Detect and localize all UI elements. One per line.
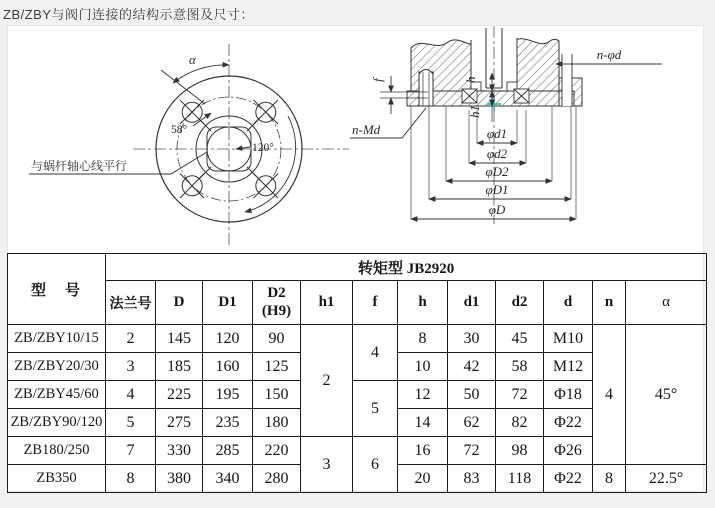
cell-d: Φ18 <box>544 381 593 409</box>
page-title: ZB/ZBY与阀门连接的结构示意图及尺寸： <box>3 7 255 22</box>
thrust-bearing-left <box>462 89 477 103</box>
threaded-holes-label: n-Md <box>352 122 381 137</box>
thrust-bearing-right <box>514 89 529 103</box>
header-D2-H9 <box>253 281 301 325</box>
cell-D: 330 <box>156 437 203 465</box>
cell-d: M12 <box>544 353 593 381</box>
cell-d: Φ22 <box>544 465 593 493</box>
cell-model: ZB180/250 <box>8 437 106 465</box>
cell-d2: 58 <box>496 353 544 381</box>
cell-d1: 83 <box>448 465 496 493</box>
cell-D: 380 <box>156 465 203 493</box>
cell-D2: 180 <box>253 409 301 437</box>
cell-d2: 98 <box>496 437 544 465</box>
cell-d1: 62 <box>448 409 496 437</box>
bolt-hole-bore <box>562 68 572 106</box>
dim-D2-label: φD2 <box>485 164 509 179</box>
header-f: f <box>353 281 398 325</box>
header-h: h <box>398 281 448 325</box>
cell-h1-merged: 2 <box>301 325 353 437</box>
cell-D1: 340 <box>203 465 253 493</box>
cell-d1: 30 <box>448 325 496 353</box>
bolt-holes-label: n-φd <box>596 47 622 62</box>
header-h1: h1 <box>301 281 353 325</box>
cell-D: 275 <box>156 409 203 437</box>
cell-d: Φ26 <box>544 437 593 465</box>
angle-120-label: 120° <box>252 142 274 154</box>
cell-flange: 8 <box>106 465 156 493</box>
cell-f-merged: 6 <box>353 437 398 493</box>
cell-h: 12 <box>398 381 448 409</box>
cell-flange: 5 <box>106 409 156 437</box>
cell-D2: 90 <box>253 325 301 353</box>
worm-axis-note: 与蜗杆轴心线平行 <box>31 159 128 173</box>
cell-d2: 82 <box>496 409 544 437</box>
cell-D2: 150 <box>253 381 301 409</box>
angle-120-arc <box>245 116 296 212</box>
header-d1: d1 <box>448 281 496 325</box>
alpha-label: α <box>189 52 196 67</box>
cell-D1: 285 <box>203 437 253 465</box>
dim-d2-label: φd2 <box>486 146 508 161</box>
cell-flange: 3 <box>106 353 156 381</box>
alpha-arc <box>173 65 229 83</box>
cell-h: 14 <box>398 409 448 437</box>
angle-58-label: 58° <box>171 124 188 136</box>
cell-model: ZB/ZBY10/15 <box>8 325 106 353</box>
table-row <box>8 325 707 353</box>
header-D2-line1: D2 <box>267 285 286 302</box>
cell-h: 20 <box>398 465 448 493</box>
cell-model: ZB350 <box>8 465 106 493</box>
cell-d2: 45 <box>496 325 544 353</box>
cell-D: 185 <box>156 353 203 381</box>
cell-flange: 4 <box>106 381 156 409</box>
cell-d: M10 <box>544 325 593 353</box>
cell-alpha: 22.5° <box>626 465 707 493</box>
header-D: D <box>156 281 203 325</box>
cell-model: ZB/ZBY45/60 <box>8 381 106 409</box>
cell-f-merged: 4 <box>353 325 398 381</box>
cell-D1: 195 <box>203 381 253 409</box>
header-n: n <box>593 281 626 325</box>
cell-d2: 118 <box>496 465 544 493</box>
cell-h1-merged: 3 <box>301 437 353 493</box>
cell-f-merged: 5 <box>353 381 398 437</box>
cell-d1: 42 <box>448 353 496 381</box>
flange-front-view-drawing <box>21 34 351 249</box>
cell-D2: 125 <box>253 353 301 381</box>
cell-flange: 2 <box>106 325 156 353</box>
cell-D1: 160 <box>203 353 253 381</box>
cell-flange: 7 <box>106 437 156 465</box>
cell-h: 10 <box>398 353 448 381</box>
dim-h1-label: h1 <box>467 105 482 118</box>
cell-D: 225 <box>156 381 203 409</box>
dim-f-label: f <box>370 78 385 82</box>
header-d2: d2 <box>496 281 544 325</box>
cell-d2: 72 <box>496 381 544 409</box>
cell-d1: 72 <box>448 437 496 465</box>
document-panel <box>7 25 704 492</box>
cell-d: Φ22 <box>544 409 593 437</box>
alpha-radial-line <box>161 70 205 104</box>
cell-h: 8 <box>398 325 448 353</box>
cell-D2: 280 <box>253 465 301 493</box>
dim-h-label: h <box>463 76 478 83</box>
header-model: 型 号 <box>8 254 106 325</box>
cell-n: 8 <box>593 465 626 493</box>
cell-model: ZB/ZBY90/120 <box>8 409 106 437</box>
header-group-jb2920: 转矩型 JB2920 <box>106 254 707 281</box>
dim-D1-label: φD1 <box>485 182 509 197</box>
dim-d1-label: φd1 <box>486 126 508 141</box>
cell-D2: 220 <box>253 437 301 465</box>
cell-D1: 235 <box>203 409 253 437</box>
header-flange-no: 法兰号 <box>106 281 156 325</box>
cell-D: 145 <box>156 325 203 353</box>
header-d: d <box>544 281 593 325</box>
header-alpha: α <box>626 281 707 325</box>
cell-alpha-merged: 45° <box>626 325 707 465</box>
stud <box>419 70 433 107</box>
cell-model: ZB/ZBY20/30 <box>8 353 106 381</box>
dimension-table <box>7 253 707 493</box>
cell-n-merged: 4 <box>593 325 626 465</box>
dim-D-label: φD <box>488 202 506 217</box>
cell-h: 16 <box>398 437 448 465</box>
cell-D1: 120 <box>203 325 253 353</box>
header-D1: D1 <box>203 281 253 325</box>
cross-section-drawing <box>344 26 704 236</box>
header-D2-line2: (H9) <box>261 302 292 319</box>
cell-d1: 50 <box>448 381 496 409</box>
